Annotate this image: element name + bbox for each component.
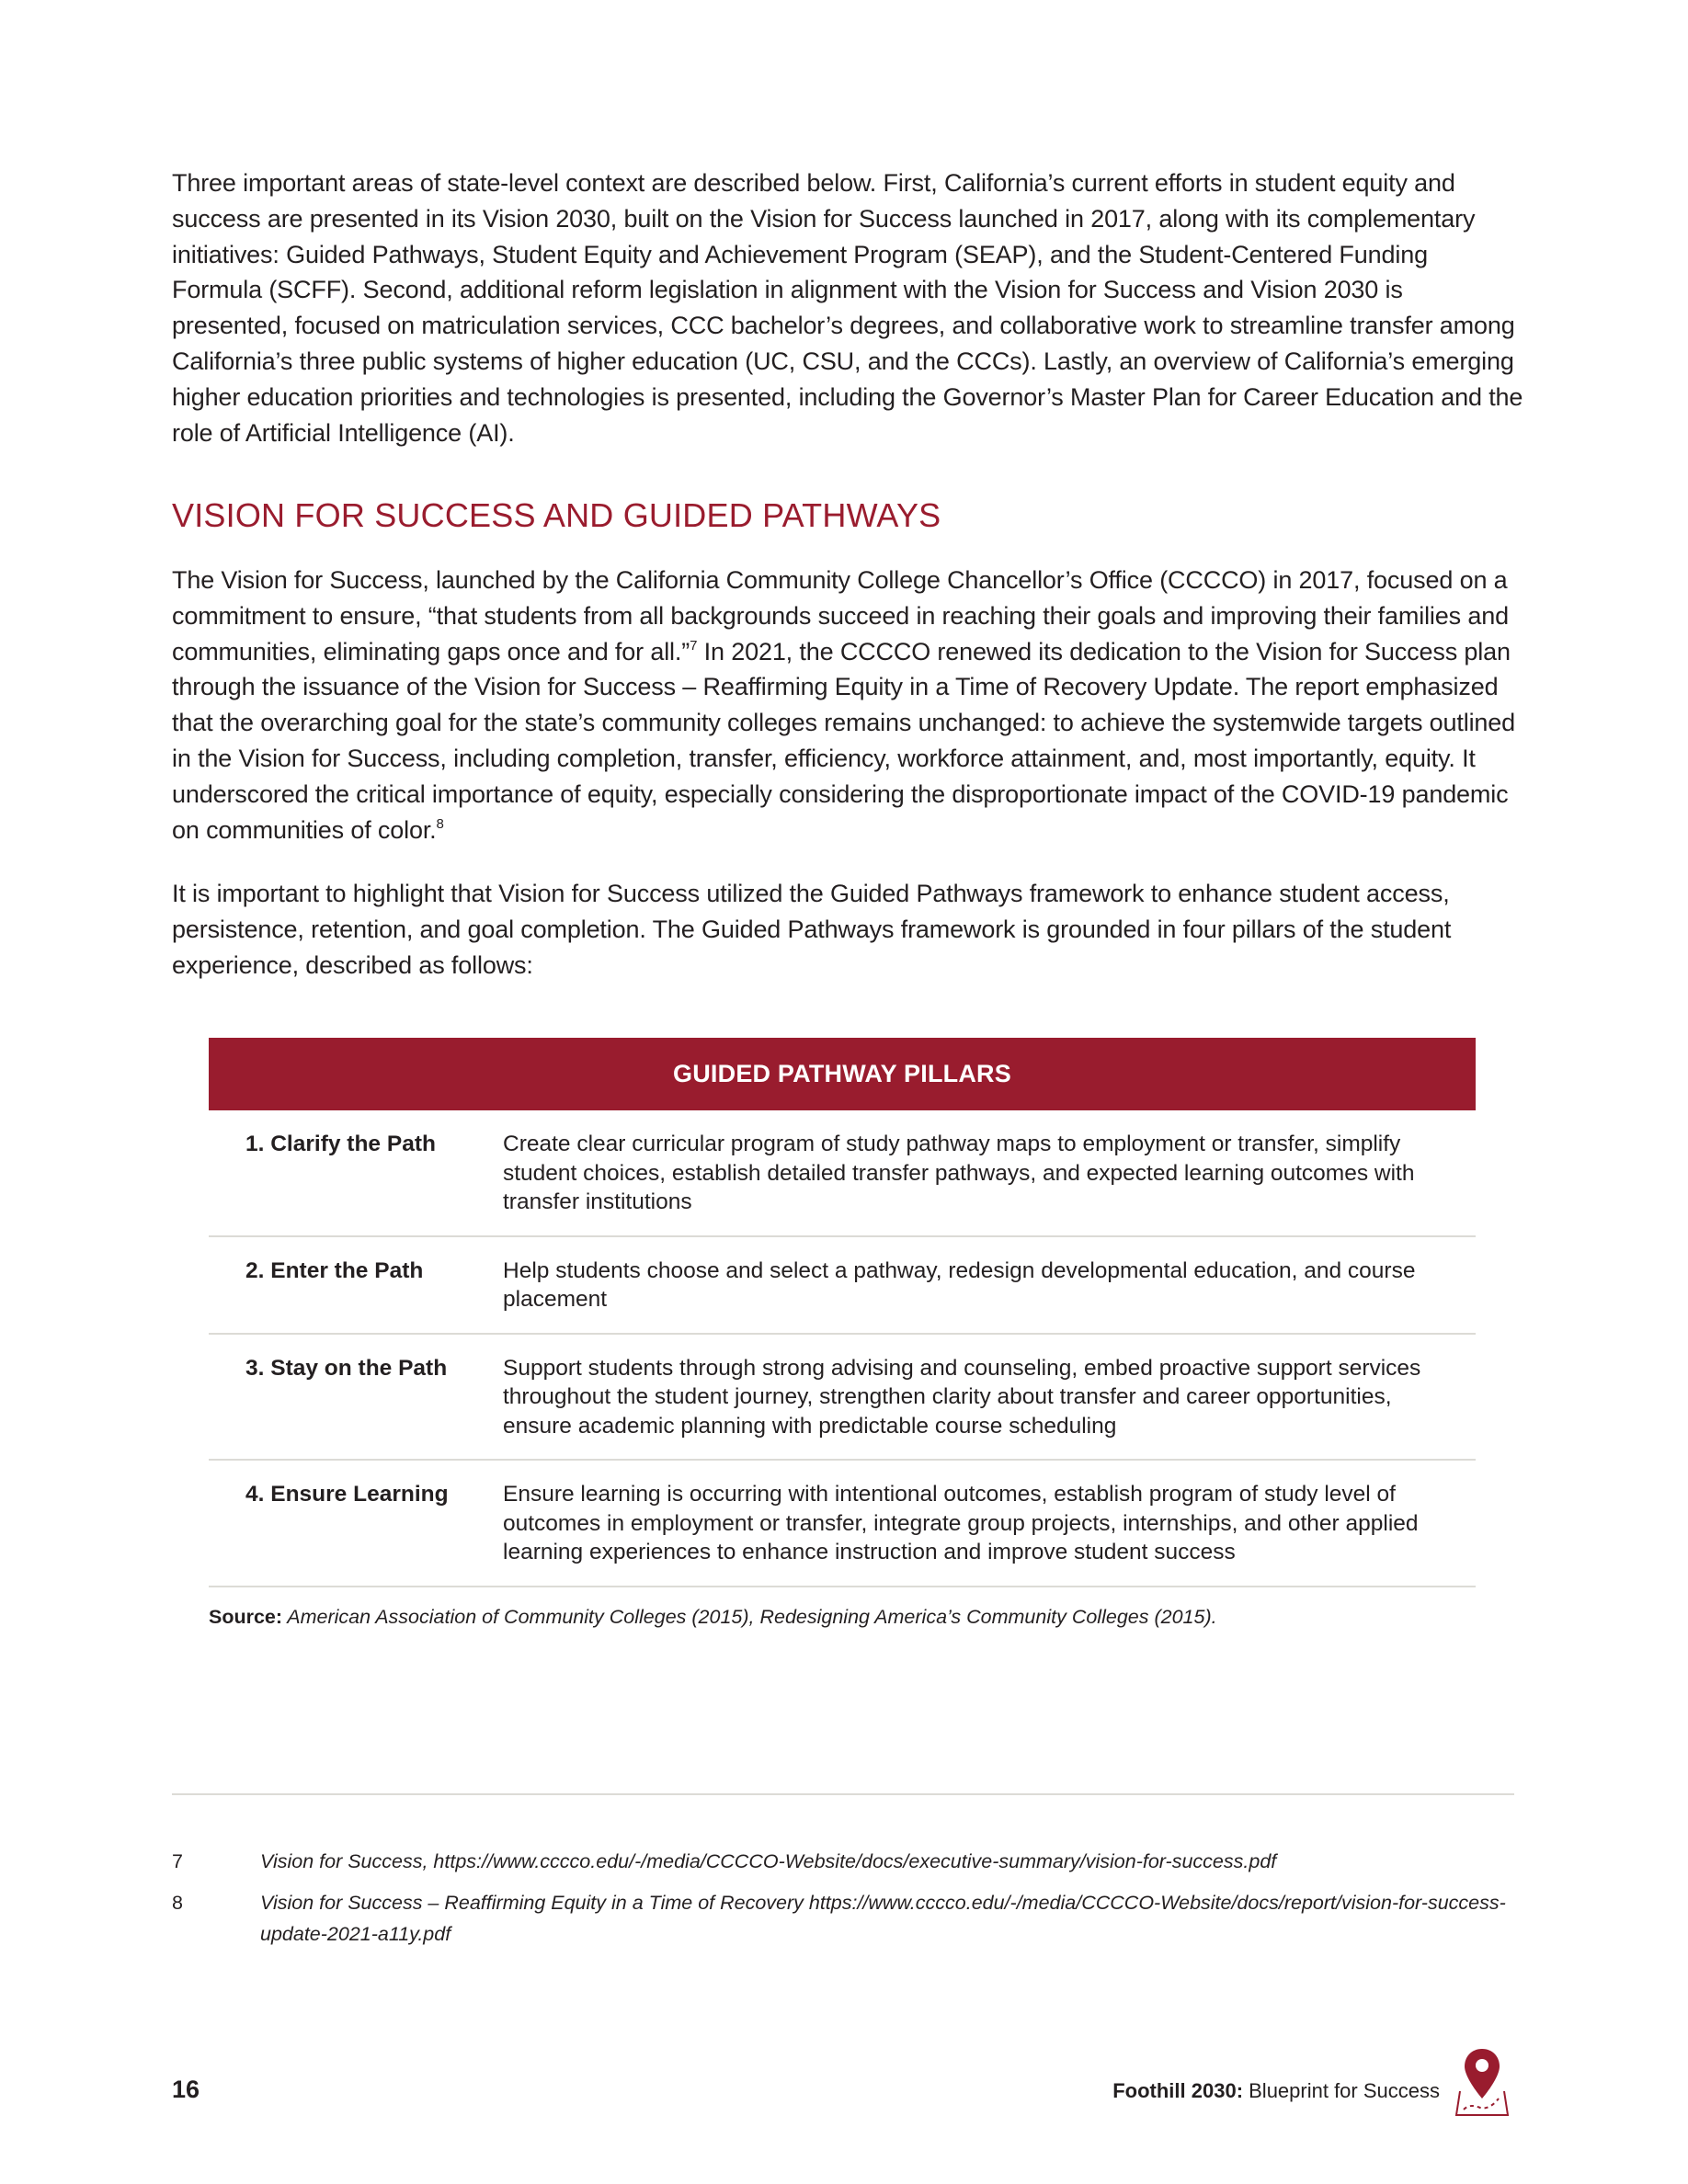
pillar-description: Create clear curricular program of study pathway maps to employment or transfer, simplify student choices, establish detailed transfer pathways, and expected learning outcomes with transfer institutions (503, 1132, 1415, 1214)
pillar-label: 2. Enter the Path (245, 1257, 424, 1283)
footnote-7 (172, 1846, 1514, 1877)
map-pin-icon (1453, 2045, 1511, 2119)
table-source (209, 1604, 1476, 1630)
pillar-description: Support students through strong advising and counseling, embed proactive support services throughout the student journey, strengthen clarity about transfer and career opportunities, ensure academic planning with predictable course scheduling (503, 1355, 1421, 1439)
footnote-number: 8 (172, 1892, 183, 1914)
footnote-ref-8[interactable]: 8 (436, 815, 444, 832)
vision-paragraph (172, 563, 1523, 847)
footnote-text[interactable]: Vision for Success – Reaffirming Equity in a Time of Recovery https://www.cccco.edu/-/media/CCCCO-Website/docs/report/vision-for-success-update-2021-a11y.pdf (260, 1892, 1506, 1945)
footnote-divider (172, 1793, 1514, 1795)
vision-paragraph-part-a: The Vision for Success, launched by the California Community College Chancellor’s Office (CCCCO) in 2017, focused on a commitment to ensure, “that students from all backgrounds succeed in reaching their goals and improving their families and communities, eliminating gaps once and for all.” (172, 566, 1509, 665)
pillar-label: 4. Ensure Learning (245, 1482, 449, 1507)
table-row (209, 1335, 1476, 1462)
table-row (209, 1461, 1476, 1587)
intro-paragraph: Three important areas of state-level context are described below. First, California’s current efforts in student equity and success are presented in its Vision 2030, built on the Vision for Success launched in 2017, along with its complementary initiatives: Guided Pathways, Student Equity and Achievement Program (SEAP), and the Student-Centered Funding Formula (SCFF). Second, additional reform legislation in alignment with the Vision for Success and Vision 2030 is presented, focused on matriculation services, CCC bachelor’s degrees, and collaborative work to streamline transfer among California’s three public systems of higher education (UC, CSU, and the CCCs). Lastly, an overview of California’s emerging higher education priorities and technologies is presented, including the Governor’s Master Plan for Career Education and the role of Artificial Intelligence (AI). (172, 169, 1523, 447)
pillar-label: 3. Stay on the Path (245, 1355, 448, 1381)
footnote-ref-7[interactable]: 7 (690, 637, 698, 654)
table-row (209, 1110, 1476, 1237)
footnote-text[interactable]: Vision for Success, https://www.cccco.edu/-/media/CCCCO-Website/docs/executive-summary/vision-for-success.pdf (260, 1850, 1277, 1872)
pathways-paragraph: It is important to highlight that Vision for Success utilized the Guided Pathways framework to enhance student access, persistence, retention, and goal completion. The Guided Pathways framework is grounded in four pillars of the student experience, described as follows: (172, 880, 1452, 979)
source-label: Source: (209, 1605, 283, 1628)
footnote-8 (172, 1887, 1514, 1950)
guided-pathway-pillars-table (209, 1038, 1476, 1630)
source-text: American Association of Community Colleges (2015), Redesigning America’s Community Colleges (2015). (282, 1605, 1217, 1628)
page-number: 16 (172, 2076, 200, 2103)
footnote-number: 7 (172, 1850, 183, 1872)
footer-title-rest: Blueprint for Success (1243, 2079, 1440, 2102)
footer-title-bold: Foothill 2030: (1112, 2079, 1244, 2102)
pillar-description: Ensure learning is occurring with intentional outcomes, establish program of study level of outcomes in employment or transfer, integrate group projects, internships, and other applied learning experiences to enhance instruction and improve student success (503, 1482, 1419, 1564)
pillar-description: Help students choose and select a pathway, redesign developmental education, and course placement (503, 1257, 1416, 1312)
table-header (209, 1038, 1476, 1110)
vision-paragraph-part-b: In 2021, the CCCCO renewed its dedication to the Vision for Success plan through the issuance of the Vision for Success – Reaffirming Equity in a Time of Recovery Update. The report emphasized that the overarching goal for the state’s community colleges remains unchanged: to achieve the systemwide targets outlined in the Vision for Success, including completion, transfer, efficiency, workforce attainment, and, most importantly, equity. It underscored the critical importance of equity, especially considering the disproportionate impact of the COVID-19 pandemic on communities of color. (172, 637, 1516, 844)
section-heading: VISION FOR SUCCESS AND GUIDED PATHWAYS (172, 496, 941, 534)
footnotes (172, 1846, 1514, 1960)
table-row (209, 1237, 1476, 1335)
pillar-label: 1. Clarify the Path (245, 1132, 436, 1156)
running-footer (1112, 2079, 1440, 2103)
table-title: GUIDED PATHWAY PILLARS (673, 1060, 1011, 1087)
